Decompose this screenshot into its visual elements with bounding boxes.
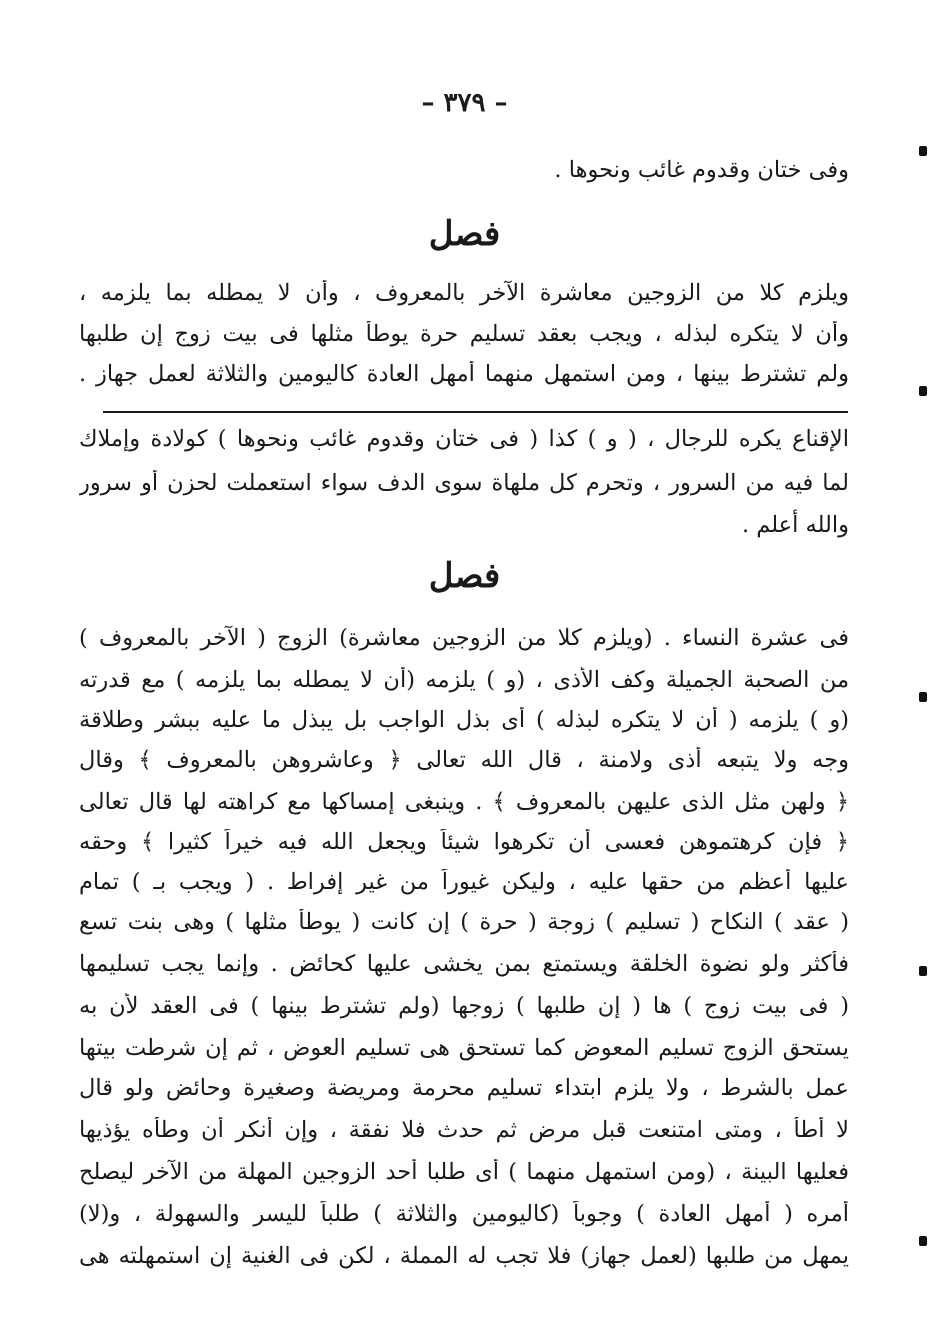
sharh-line: يستحق الزوج تسليم المعوض كما تستحق هى تسليم العوض ، ثم إن شرطت بيتها	[79, 1035, 849, 1061]
sharh-line: عليها أعظم من حقها عليه ، وليكن غيوراً من غير إفراط . ( ويجب بـ ) تمام	[79, 869, 849, 895]
matn-line: ويلزم كلا من الزوجين معاشرة الآخر بالمعروف ، وأن لا يمطله بما يلزمه ،	[79, 280, 849, 306]
scan-margin-mark	[919, 386, 927, 396]
sharh-line: يمهل من طلبها (لعمل جهاز) فلا تجب له المملة ، لكن فى الغنية إن استمهلته هى	[79, 1243, 849, 1269]
sharh-line: وجه ولا يتبعه أذى ولامنة ، قال الله تعالى ﴿ وعاشروهن بالمعروف ﴾ وقال	[79, 747, 849, 773]
scan-margin-mark	[919, 966, 927, 976]
sharh-line: لما فيه من السرور ، وتحرم كل ملهاة سوى الدف سواء استعملت لحزن أو سرور	[79, 470, 849, 496]
matn-line: وأن لا يتكره لبذله ، ويجب بعقد تسليم حرة يوطأ مثلها فى بيت زوج إن طلبها	[79, 321, 849, 347]
separator-rule	[103, 411, 848, 413]
sharh-line: ﴿ ولهن مثل الذى عليهن بالمعروف ﴾ . وينبغى إمساكها مع كراهته لها قال تعالى	[79, 789, 849, 815]
sharh-line: (و ) يلزمه ( أن لا يتكره لبذله ) أى بذل الواجب بل يبذل ما عليه ببشر وطلاقة	[79, 707, 849, 733]
sharh-line: من الصحبة الجميلة وكف الأذى ، (و ) يلزمه (أن لا يمطله بما يلزمه ) مع قدرته	[79, 667, 849, 693]
sharh-line: ﴿ فإن كرهتموهن فعسى أن تكرهوا شيئاً ويجعل الله فيه خيراً كثيرا ﴾ وحقه	[79, 829, 849, 855]
sharh-line: فأكثر ولو نضوة الخلقة ويستمتع بمن يخشى عليها كحائض . وإنما يجب تسليمها	[79, 951, 849, 977]
scan-margin-mark	[919, 692, 927, 702]
matn-line: ولم تشترط بينها ، ومن استمهل منهما أمهل العادة كاليومين والثلاثة لعمل جهاز .	[79, 361, 849, 387]
sharh-line: الإقناع يكره للرجال ، ( و ) كذا ( فى ختان وقدوم غائب ونحوها ) كولادة وإملاك	[79, 426, 849, 452]
matn-intro-line: وفى ختان وقدوم غائب ونحوها .	[554, 157, 849, 183]
sharh-line: ( عقد ) النكاح ( تسليم ) زوجة ( حرة ) إن كانت ( يوطأ مثلها ) وهى بنت تسع	[79, 909, 849, 935]
scan-margin-mark	[919, 1236, 927, 1246]
page-number: – ٣٧٩ –	[421, 88, 508, 118]
scan-margin-mark	[919, 146, 927, 156]
sharh-line: فعليها البينة ، (ومن استمهل منهما ) أى طلبا أحد الزوجين المهلة من الآخر ليصلح	[79, 1159, 849, 1185]
matn-section-heading: فصل	[428, 214, 501, 254]
sharh-line: أمره ( أمهل العادة ) وجوباً (كاليومين والثلاثة ) طلباً لليسر والسهولة ، و(لا)	[79, 1201, 849, 1227]
sharh-line: والله أعلم .	[741, 512, 849, 538]
sharh-section-heading: فصل	[428, 556, 501, 596]
sharh-line: فى عشرة النساء . (ويلزم كلا من الزوجين معاشرة) الزوج ( الآخر بالمعروف )	[79, 625, 849, 651]
sharh-line: لا أطأ ، ومتى امتنعت قبل مرض ثم حدث فلا نفقة ، وإن أنكر أن وطأه يؤذيها	[79, 1117, 849, 1143]
sharh-line: عمل بالشرط ، ولا يلزم ابتداء تسليم محرمة ومريضة وصغيرة وحائض ولو قال	[79, 1075, 849, 1101]
sharh-line: ( فى بيت زوج ) ها ( إن طلبها ) زوجها (ولم تشترط بينها ) فى العقد لأن به	[79, 993, 849, 1019]
